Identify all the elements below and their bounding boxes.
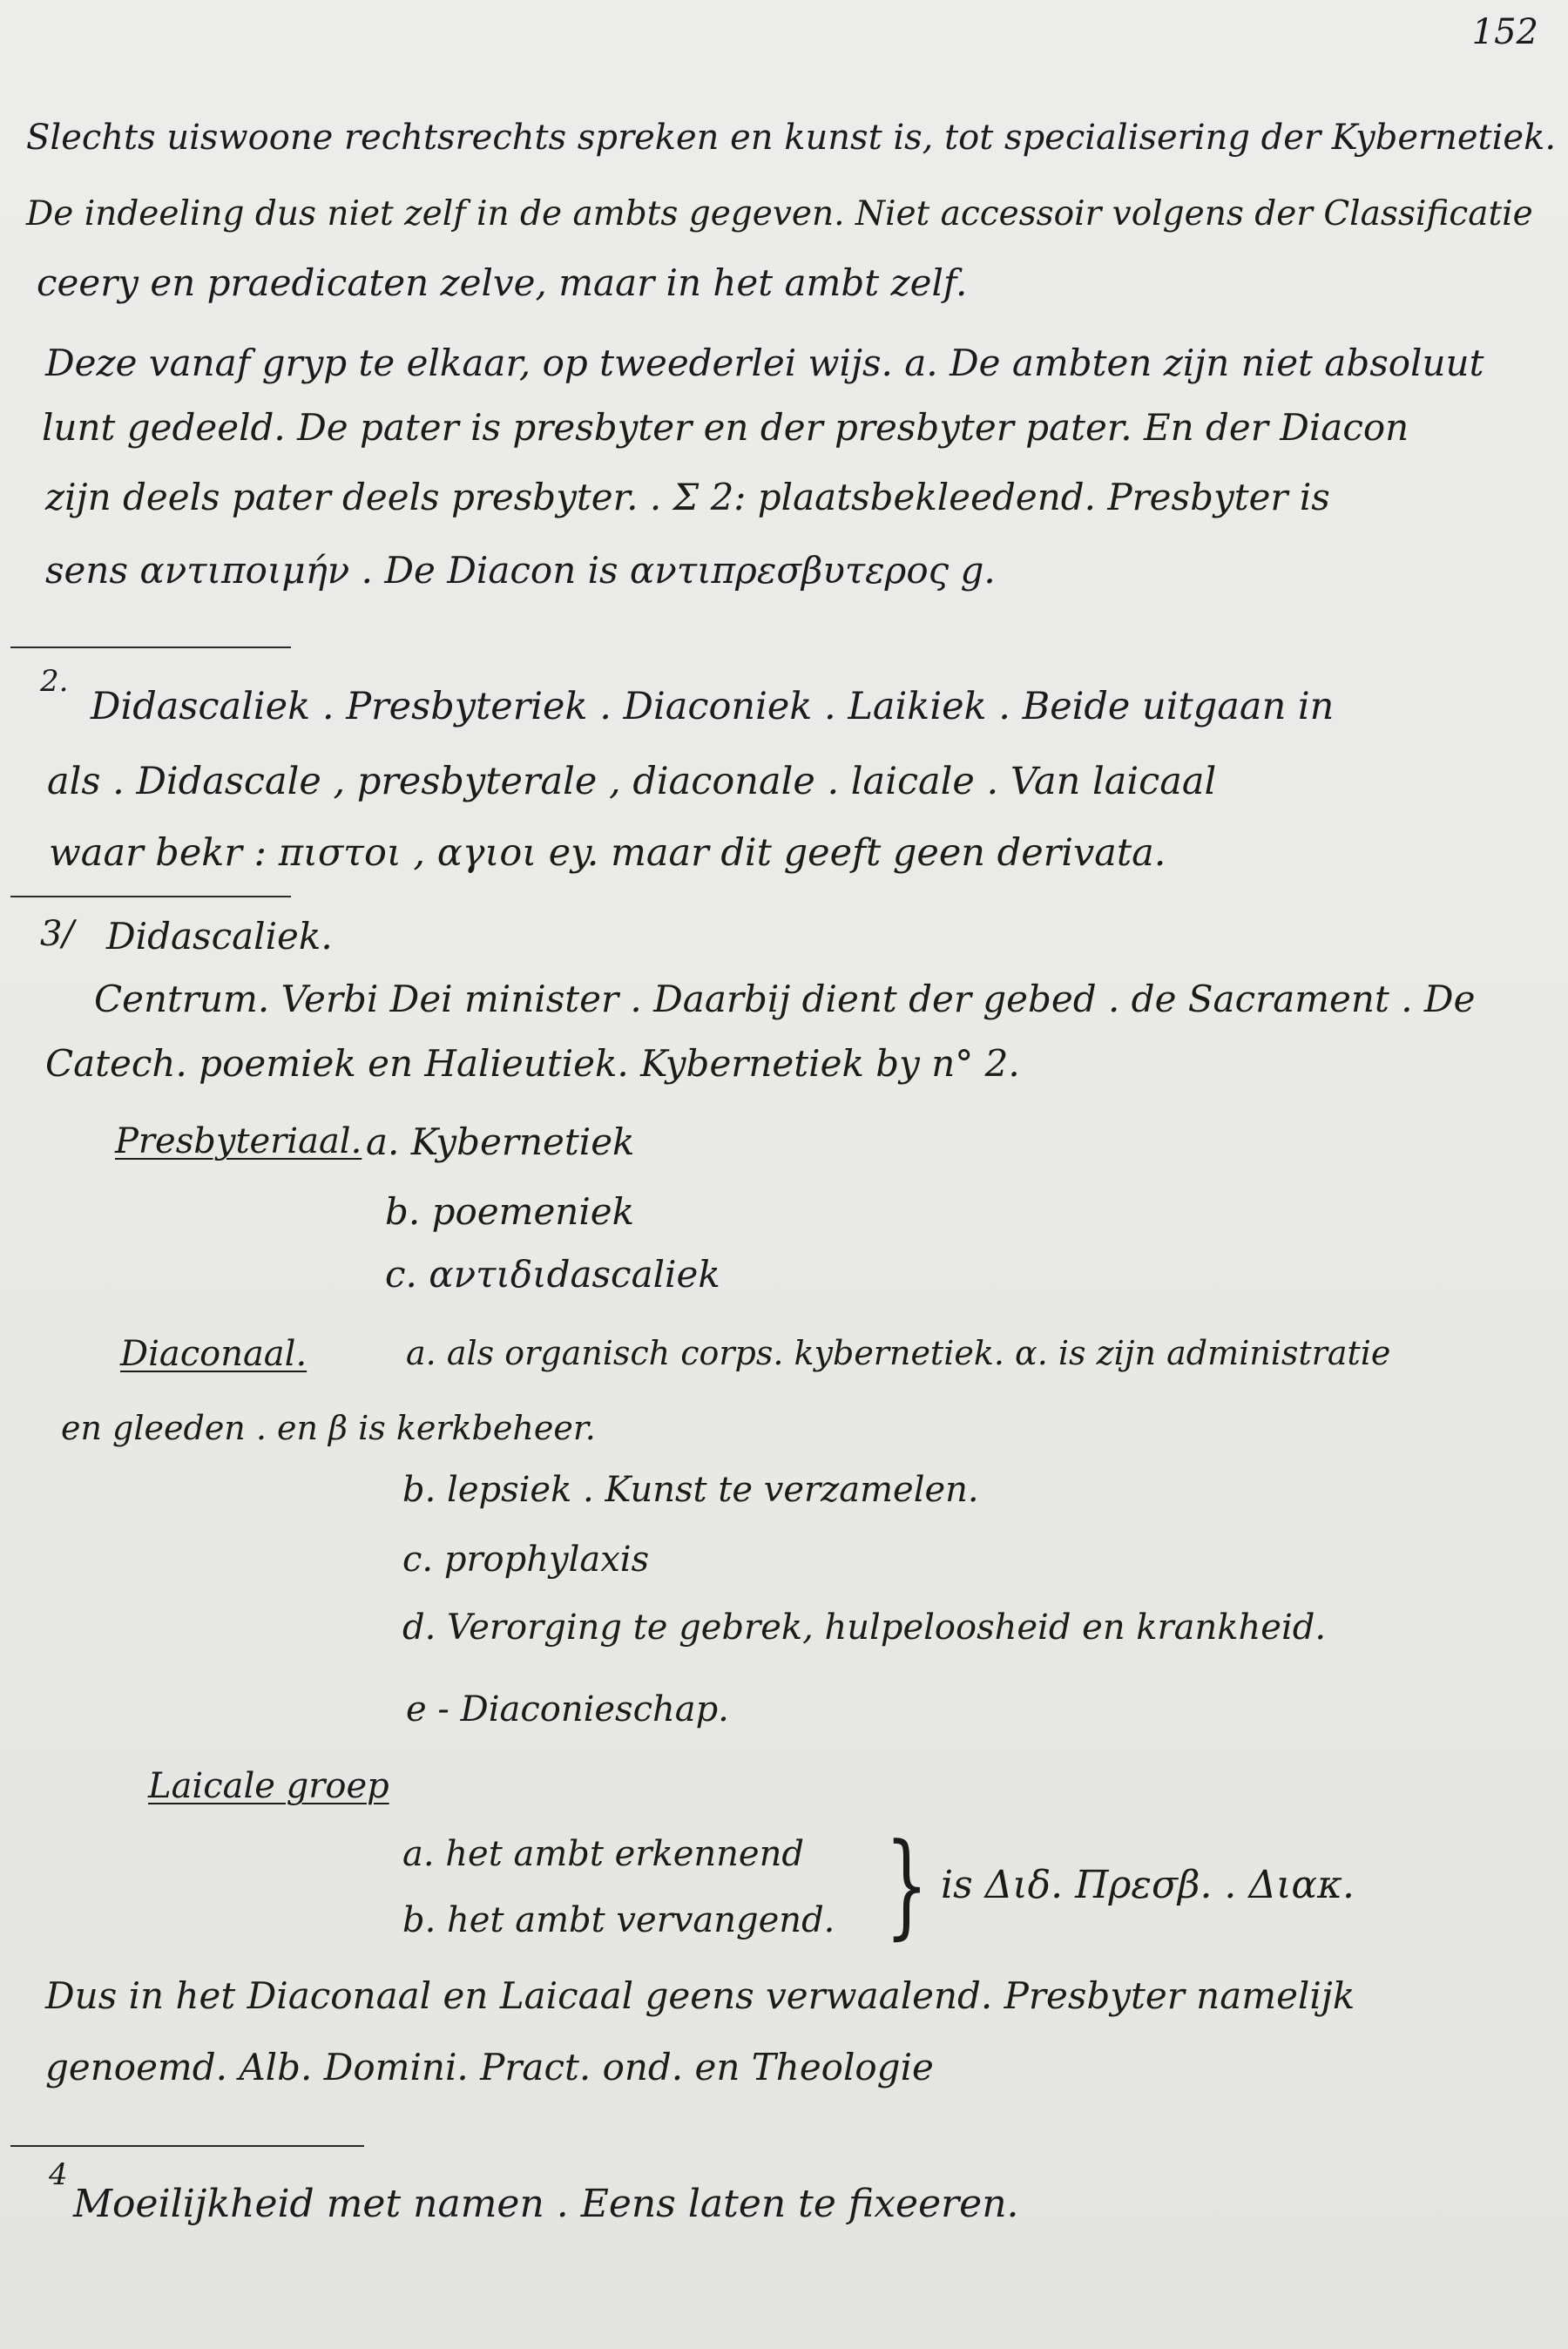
laicaal-item-a: a. het ambt erkennend — [402, 1834, 804, 1874]
laicaal-brace: } — [885, 1818, 929, 1951]
para1-line7: sens αντιποιμήν . De Diacon is αντιπρεσβυτερος g. — [45, 549, 996, 592]
diaconaal-item-c: c. prophylaxis — [402, 1540, 650, 1580]
section-divider-1 — [10, 646, 291, 648]
section-divider-2 — [10, 896, 291, 897]
section-divider-3 — [10, 2145, 364, 2147]
presbyteriaal-label: Presbyteriaal. — [115, 1121, 362, 1161]
para1-line1: Slechts uiswoone rechtsrechts spreken en kunst is, tot specialisering der Kybernetiek. — [26, 118, 1557, 158]
laicaal-label: Laicale groep — [148, 1766, 389, 1806]
presbyteriaal-item-b: b. poemeniek — [385, 1190, 635, 1233]
diaconaal-item-a: a. als organisch corps. kybernetiek. α. is zijn administratie — [406, 1334, 1391, 1372]
presbyteriaal-item-c: c. αντιδιdascaliek — [385, 1253, 720, 1296]
page-number: 152 — [1471, 12, 1538, 52]
section2-line2: als . Didascale , presbyterale , diaconale . laicale . Van laicaal — [47, 760, 1217, 803]
section4-line1: Moeilijkheid met namen . Eens laten te fixeeren. — [73, 2182, 1019, 2226]
section2-line3: waar bekr : πιστοι , αγιοι ey. maar dit geeft geen derivata. — [49, 831, 1166, 875]
presbyteriaal-item-a: a. Kybernetiek — [366, 1120, 635, 1163]
closing-line1: Dus in het Diaconaal en Laicaal geens verwaalend. Presbyter namelijk — [45, 1974, 1355, 2017]
section3-line2: Catech. poemiek en Halieutiek. Kybernetiek by n° 2. — [45, 1042, 1020, 1085]
para1-line3: ceery en praedicaten zelve, maar in het ambt zelf. — [37, 261, 968, 304]
para1-line5: lunt gedeeld. De pater is presbyter en der presbyter pater. En der Diacon — [42, 406, 1409, 449]
laicaal-item-b: b. het ambt vervangend. — [402, 1900, 835, 1940]
closing-line2: genoemd. Alb. Domini. Pract. ond. en Theologie — [45, 2046, 934, 2088]
diaconaal-item-e: e - Diaconieschap. — [406, 1689, 729, 1730]
section4-number: 4 — [49, 2157, 68, 2192]
section2-number: 2. — [40, 664, 69, 699]
laicaal-brace-text: is Διδ. Πρεσβ. . Διακ. — [941, 1863, 1355, 1907]
section2-line1: Didascaliek . Presbyteriek . Diaconiek . Laikiek . Beide uitgaan in — [91, 685, 1335, 728]
diaconaal-label: Diaconaal. — [120, 1334, 308, 1374]
diaconaal-item-d: d. Verorging te gebrek, hulpeloosheid en krankheid. — [402, 1608, 1327, 1648]
section3-heading: Didascaliek. — [106, 915, 333, 958]
para1-line6: zijn deels pater deels presbyter. . Σ 2: plaatsbekleedend. Presbyter is — [45, 476, 1330, 518]
diaconaal-item-b: b. lepsiek . Kunst te verzamelen. — [402, 1470, 979, 1510]
section3-line1: Centrum. Verbi Dei minister . Daarbij dient der gebed . de Sacrament . De — [94, 978, 1476, 1020]
section3-number: 3/ — [40, 914, 74, 954]
diaconaal-item-a-cont: en gleeden . en β is kerkbeheer. — [61, 1409, 596, 1447]
para1-line2: De indeeling dus niet zelf in de ambts gegeven. Niet accessoir volgens der Classificatie — [26, 194, 1533, 234]
para1-line4: Deze vanaf gryp te elkaar, op tweederlei wijs. a. De ambten zijn niet absoluut — [45, 342, 1484, 384]
